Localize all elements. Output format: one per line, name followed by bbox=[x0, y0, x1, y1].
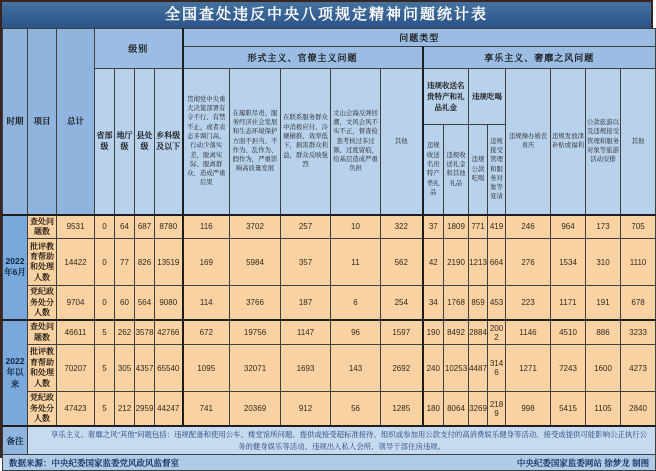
row-label: 党纪政务处分人数 bbox=[28, 392, 57, 427]
data-cell: 672 bbox=[183, 320, 230, 344]
data-cell: 20369 bbox=[230, 392, 281, 427]
data-cell: 64 bbox=[115, 215, 135, 239]
data-cell: 564 bbox=[135, 286, 155, 321]
group-header-hedonism: 享乐主义、奢靡之风问题 bbox=[423, 47, 656, 69]
data-cell: 8492 bbox=[444, 320, 469, 344]
group-header-level: 级别 bbox=[95, 29, 183, 69]
data-cell: 114 bbox=[183, 286, 230, 321]
data-cell: 10 bbox=[331, 215, 381, 239]
data-cell: 37 bbox=[423, 215, 444, 239]
data-cell: 1171 bbox=[551, 286, 586, 321]
data-cell: 13519 bbox=[155, 239, 183, 286]
table-body bbox=[3, 215, 656, 427]
col-header-hedonism-weddings: 违规操办婚丧喜庆 bbox=[506, 69, 551, 215]
data-cell: 1768 bbox=[444, 286, 469, 321]
note-text: 享乐主义、奢靡之风“其他”问题包括：违规配备和使用公车、楼堂馆所问题、提供或接受超标准接待、组织或参加用公款支付的高消费娱乐健身等活动、接受或提供可能影响公正执行公务的健身娱乐等活动、违规出入私人会所、领导干部住房违规。 bbox=[28, 426, 656, 454]
col-header-formalism-2: 在履职尽责、服务经济社会发展和生态环境保护方面不担当、不作为、乱作为、假作为，严重影响高质量发展 bbox=[230, 69, 281, 215]
data-cell: 7243 bbox=[551, 345, 586, 392]
col-header-gifts-specialty: 违规收送名贵特产类礼品 bbox=[423, 125, 444, 215]
data-cell: 65540 bbox=[155, 345, 183, 392]
data-cell: 5 bbox=[95, 392, 115, 427]
table-row bbox=[3, 215, 656, 239]
data-cell: 1213 bbox=[469, 239, 488, 286]
data-cell: 42766 bbox=[155, 320, 183, 344]
row-label: 查处问题数 bbox=[28, 215, 57, 239]
data-cell: 1597 bbox=[381, 320, 423, 344]
data-cell: 4357 bbox=[135, 345, 155, 392]
data-cell: 223 bbox=[506, 286, 551, 321]
group-header-dining: 违规吃喝 bbox=[469, 69, 506, 125]
data-cell: 826 bbox=[135, 239, 155, 286]
data-cell: 687 bbox=[135, 215, 155, 239]
data-cell: 262 bbox=[115, 320, 135, 344]
data-cell: 169 bbox=[183, 239, 230, 286]
data-cell: 187 bbox=[281, 286, 331, 321]
data-cell: 11 bbox=[331, 239, 381, 286]
data-cell: 3146 bbox=[488, 345, 506, 392]
data-cell: 0 bbox=[95, 286, 115, 321]
data-cell: 2959 bbox=[135, 392, 155, 427]
table-row bbox=[3, 320, 656, 344]
data-cell: 1105 bbox=[586, 392, 621, 427]
data-cell: 2840 bbox=[621, 392, 656, 427]
group-header-problem-type: 问题类型 bbox=[183, 29, 656, 47]
statistics-table bbox=[2, 28, 656, 471]
col-header-level-prefecture: 地厅级 bbox=[115, 69, 135, 215]
data-cell: 1693 bbox=[281, 345, 331, 392]
group-header-gifts: 违规收送名贵特产和礼品礼金 bbox=[423, 69, 469, 125]
data-cell: 143 bbox=[331, 345, 381, 392]
data-cell: 5 bbox=[95, 345, 115, 392]
data-cell: 3578 bbox=[135, 320, 155, 344]
data-cell: 1600 bbox=[586, 345, 621, 392]
data-cell: 964 bbox=[551, 215, 586, 239]
col-header-hedonism-travel: 公款旅游以及违规接受管理和服务对象等旅游活动安排 bbox=[586, 69, 621, 215]
col-header-gifts-cash: 违规收送礼金和其他礼品 bbox=[444, 125, 469, 215]
data-cell: 886 bbox=[586, 320, 621, 344]
data-cell: 310 bbox=[586, 239, 621, 286]
data-cell: 562 bbox=[381, 239, 423, 286]
col-header-level-province: 省部级 bbox=[95, 69, 115, 215]
data-cell: 32071 bbox=[230, 345, 281, 392]
col-header-level-county: 县处级 bbox=[135, 69, 155, 215]
data-cell: 4487 bbox=[469, 345, 488, 392]
data-cell: 173 bbox=[586, 215, 621, 239]
data-cell: 180 bbox=[423, 392, 444, 427]
data-cell: 3766 bbox=[230, 286, 281, 321]
col-header-level-township: 乡科级及以下 bbox=[155, 69, 183, 215]
data-cell: 14422 bbox=[57, 239, 95, 286]
data-cell: 60 bbox=[115, 286, 135, 321]
data-cell: 1271 bbox=[506, 345, 551, 392]
col-header-formalism-other: 其他 bbox=[381, 69, 423, 215]
data-cell: 678 bbox=[621, 286, 656, 321]
data-cell: 998 bbox=[506, 392, 551, 427]
data-cell: 0 bbox=[95, 239, 115, 286]
data-cell: 8064 bbox=[444, 392, 469, 427]
data-cell: 3269 bbox=[469, 392, 488, 427]
data-cell: 19756 bbox=[230, 320, 281, 344]
col-header-hedonism-other: 其他 bbox=[621, 69, 656, 215]
data-cell: 1285 bbox=[381, 392, 423, 427]
data-cell: 9704 bbox=[57, 286, 95, 321]
data-cell: 0 bbox=[95, 215, 115, 239]
data-cell: 1809 bbox=[444, 215, 469, 239]
data-cell: 44247 bbox=[155, 392, 183, 427]
data-cell: 5 bbox=[95, 320, 115, 344]
data-cell: 2692 bbox=[381, 345, 423, 392]
col-header-item: 项目 bbox=[28, 29, 57, 215]
data-cell: 70207 bbox=[57, 345, 95, 392]
data-cell: 212 bbox=[115, 392, 135, 427]
table-header bbox=[3, 29, 656, 215]
data-cell: 246 bbox=[506, 215, 551, 239]
data-cell: 2884 bbox=[469, 320, 488, 344]
data-cell: 77 bbox=[115, 239, 135, 286]
data-cell: 705 bbox=[621, 215, 656, 239]
table-row bbox=[3, 345, 656, 392]
data-cell: 322 bbox=[381, 215, 423, 239]
credit: 中央纪委国家监委网站 徐梦龙 制图 bbox=[516, 457, 650, 468]
data-cell: 8780 bbox=[155, 215, 183, 239]
data-cell: 5984 bbox=[230, 239, 281, 286]
data-cell: 419 bbox=[488, 215, 506, 239]
data-cell: 912 bbox=[281, 392, 331, 427]
col-header-hedonism-allowances: 违规发放津补贴或福利 bbox=[551, 69, 586, 215]
data-cell: 2189 bbox=[488, 392, 506, 427]
col-header-dining-public-funds: 违规公款吃喝 bbox=[469, 125, 488, 215]
data-cell: 859 bbox=[469, 286, 488, 321]
data-source: 数据来源：中央纪委国家监委党风政风监督室 bbox=[9, 457, 180, 468]
row-label: 党纪政务处分人数 bbox=[28, 286, 57, 321]
data-cell: 4273 bbox=[621, 345, 656, 392]
table-foot bbox=[3, 426, 656, 470]
data-cell: 190 bbox=[423, 320, 444, 344]
data-cell: 6 bbox=[331, 286, 381, 321]
data-cell: 3702 bbox=[230, 215, 281, 239]
group-header-formalism: 形式主义、官僚主义问题 bbox=[183, 47, 423, 69]
col-header-formalism-4: 文山会海反弹回潮，文风会风不实不正，督查检查考核过多过频、过度留痕，给基层造成严重负担 bbox=[331, 69, 381, 215]
data-cell: 3233 bbox=[621, 320, 656, 344]
data-cell: 2190 bbox=[444, 239, 469, 286]
data-cell: 4510 bbox=[551, 320, 586, 344]
data-cell: 305 bbox=[115, 345, 135, 392]
data-cell: 1146 bbox=[506, 320, 551, 344]
row-label: 查处问题数 bbox=[28, 320, 57, 344]
table-row bbox=[3, 392, 656, 427]
data-cell: 56 bbox=[331, 392, 381, 427]
data-cell: 10253 bbox=[444, 345, 469, 392]
data-cell: 741 bbox=[183, 392, 230, 427]
period-cell: 2022年6月 bbox=[3, 215, 28, 321]
data-cell: 1534 bbox=[551, 239, 586, 286]
footer-bar bbox=[3, 455, 656, 471]
data-cell: 96 bbox=[331, 320, 381, 344]
data-cell: 664 bbox=[488, 239, 506, 286]
note-label: 备注 bbox=[3, 426, 28, 454]
row-label: 批评教育帮助和处理人数 bbox=[28, 239, 57, 286]
data-cell: 240 bbox=[423, 345, 444, 392]
data-cell: 276 bbox=[506, 239, 551, 286]
page-title: 全国查处违反中央八项规定精神问题统计表 bbox=[2, 2, 651, 28]
data-cell: 1095 bbox=[183, 345, 230, 392]
row-label: 批评教育帮助和处理人数 bbox=[28, 345, 57, 392]
data-cell: 1147 bbox=[281, 320, 331, 344]
col-header-formalism-1: 贯彻党中央重大决策部署有令不行、有禁不止，或者表态多调门高、行动少落实差，脱离实际、脱离群众，造成严重后果 bbox=[183, 69, 230, 215]
data-cell: 191 bbox=[586, 286, 621, 321]
data-cell: 42 bbox=[423, 239, 444, 286]
data-cell: 357 bbox=[281, 239, 331, 286]
data-cell: 2002 bbox=[488, 320, 506, 344]
data-cell: 9531 bbox=[57, 215, 95, 239]
data-cell: 257 bbox=[281, 215, 331, 239]
data-cell: 453 bbox=[488, 286, 506, 321]
data-cell: 1110 bbox=[621, 239, 656, 286]
data-cell: 47423 bbox=[57, 392, 95, 427]
data-cell: 116 bbox=[183, 215, 230, 239]
data-cell: 771 bbox=[469, 215, 488, 239]
period-cell: 2022年以来 bbox=[3, 320, 28, 426]
note-row bbox=[3, 426, 656, 454]
data-cell: 9080 bbox=[155, 286, 183, 321]
data-cell: 5415 bbox=[551, 392, 586, 427]
data-cell: 254 bbox=[381, 286, 423, 321]
footer-row bbox=[3, 455, 656, 471]
col-header-period: 时期 bbox=[3, 29, 28, 215]
col-header-total: 总计 bbox=[57, 29, 95, 215]
col-header-dining-banquets: 违规接受管理和服务对象等宴请 bbox=[488, 125, 506, 215]
table-row bbox=[3, 239, 656, 286]
data-cell: 34 bbox=[423, 286, 444, 321]
data-cell: 46611 bbox=[57, 320, 95, 344]
table-row bbox=[3, 286, 656, 321]
col-header-formalism-3: 在联系服务群众中消极应付、冷硬横推、效率低下，损害群众利益，群众反映强烈 bbox=[281, 69, 331, 215]
